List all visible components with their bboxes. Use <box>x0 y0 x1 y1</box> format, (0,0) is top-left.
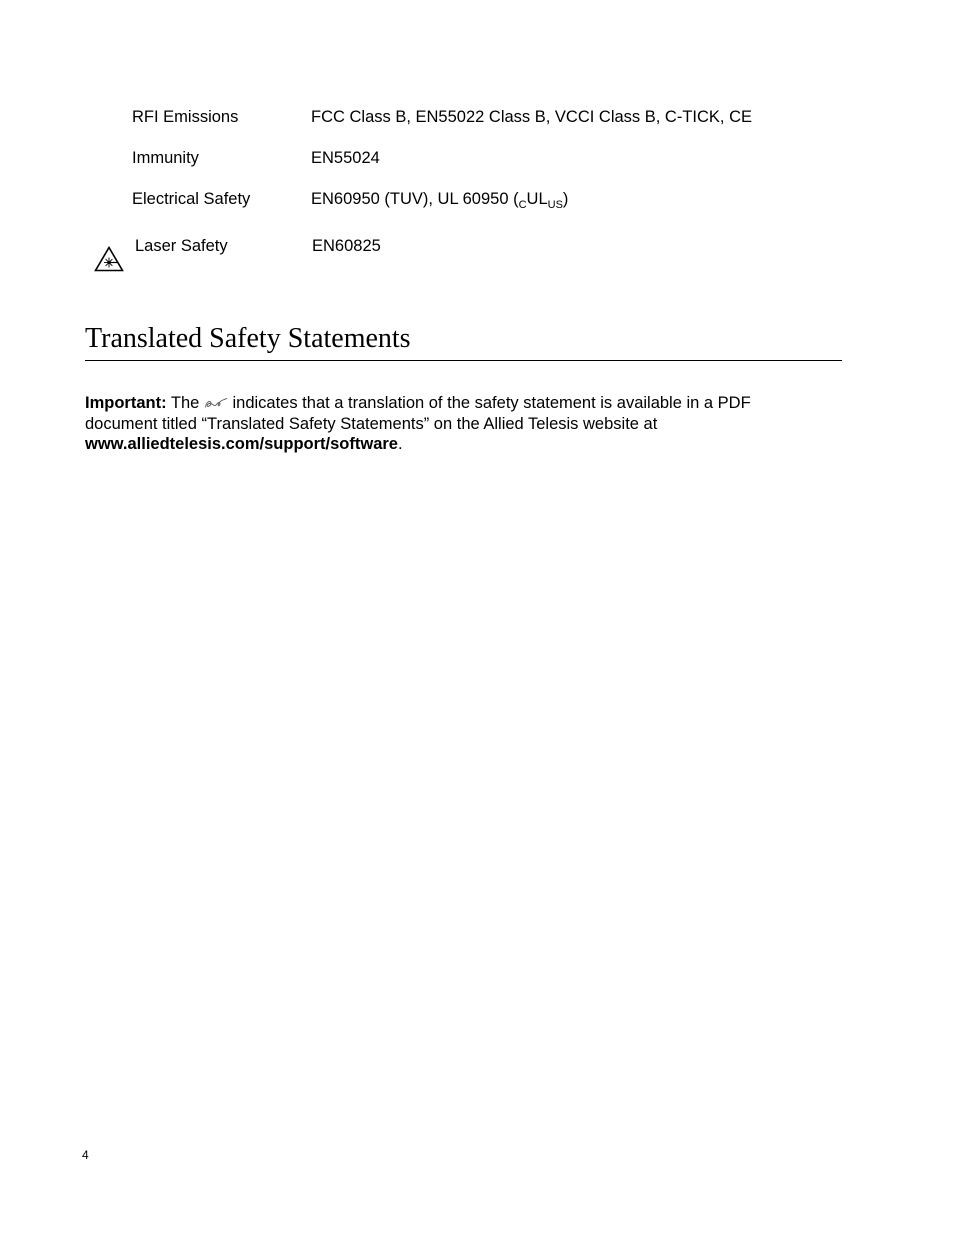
page-number: 4 <box>82 1148 89 1162</box>
spec-label: RFI Emissions <box>132 108 239 126</box>
important-text-2: indicates that a translation of the safety statement is available in a PDF document titled “Translated Safety Statements” on the Allied Telesis website at <box>85 394 751 433</box>
section-divider <box>85 360 842 361</box>
cul-ul-mark: UL <box>526 190 548 208</box>
section-title: Translated Safety Statements <box>85 323 411 354</box>
important-text-3: . <box>397 435 403 453</box>
website-url: www.alliedtelesis.com/support/software <box>85 435 398 453</box>
important-text-1: The <box>166 394 204 412</box>
spec-label: Immunity <box>132 149 199 167</box>
spec-label: Electrical Safety <box>132 190 251 208</box>
spec-row-immunity <box>0 149 954 179</box>
spec-value: EN60825 <box>312 237 381 255</box>
spec-value: FCC Class B, EN55022 Class B, VCCI Class B, C-TICK, CE <box>311 108 753 126</box>
spec-row-electrical <box>0 190 954 220</box>
spec-value <box>311 190 568 209</box>
spec-row-laser <box>0 237 954 267</box>
important-note <box>85 393 805 455</box>
spec-label: Laser Safety <box>135 237 228 255</box>
spec-row-rfi <box>0 108 954 138</box>
translation-symbol-icon <box>204 397 228 409</box>
cul-c-subscript: C <box>518 199 527 211</box>
spec-value-prefix: EN60950 (TUV), UL 60950 ( <box>311 190 519 208</box>
spec-value: EN55024 <box>311 149 380 167</box>
important-label: Important: <box>85 394 167 412</box>
spec-value-suffix: ) <box>562 190 569 208</box>
cul-us-subscript: US <box>547 199 563 211</box>
